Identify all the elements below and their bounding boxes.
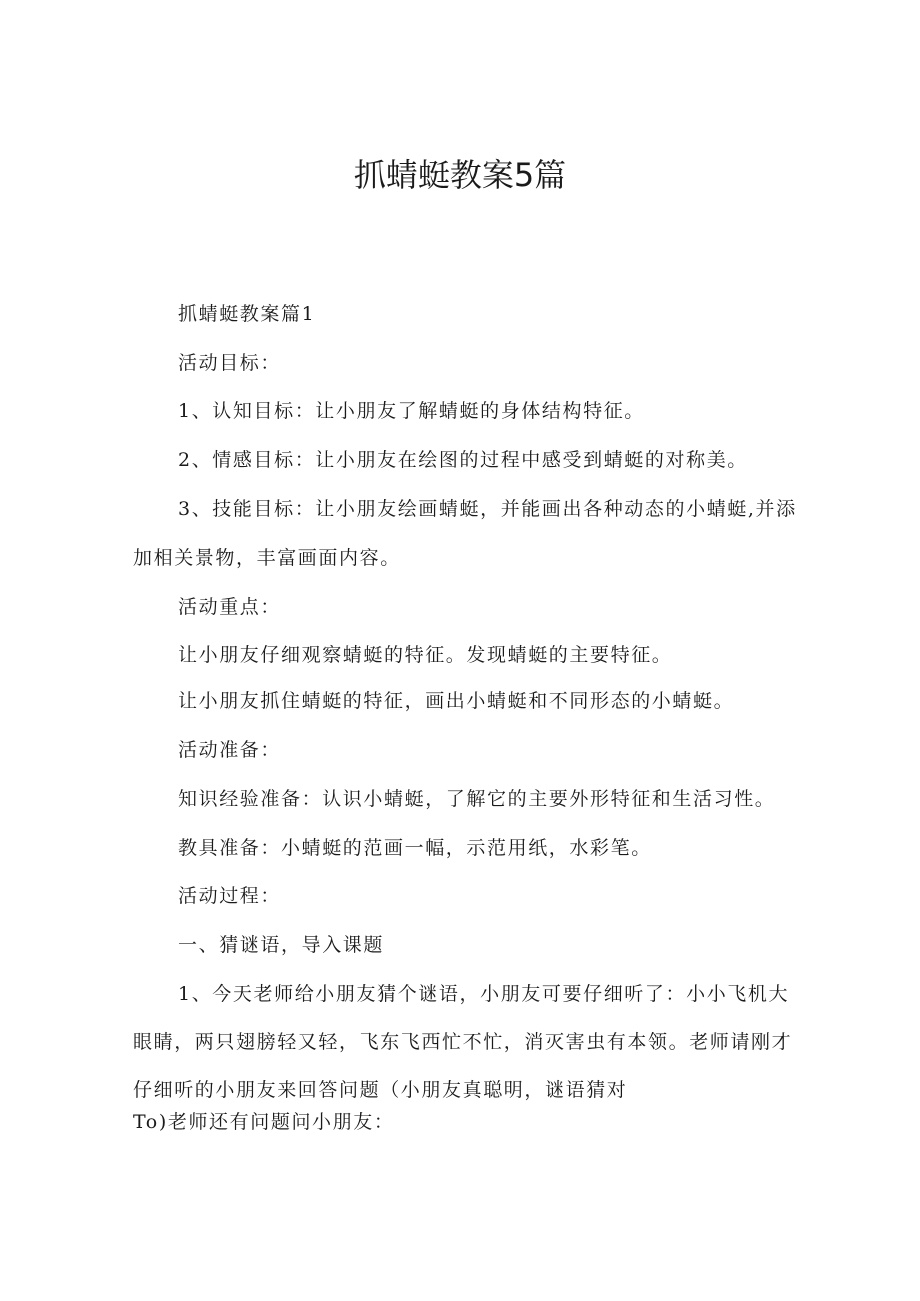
paragraph-line: 加相关景物，丰富画面内容。 xyxy=(133,547,401,569)
paragraph-line: 1、今天老师给小朋友猜个谜语，小朋友可要仔细听了：小小飞机大 xyxy=(178,983,790,1005)
paragraph-line: 活动重点： xyxy=(178,596,282,618)
paragraph-line: To)老师还有问题问小朋友： xyxy=(133,1111,395,1133)
paragraph-line: 仔细听的小朋友来回答问题（小朋友真聪明，谜语猜对 xyxy=(133,1079,628,1101)
paragraph-line: 活动过程： xyxy=(178,885,282,907)
paragraph-line: 教具准备：小蜻蜓的范画一幅，示范用纸，水彩笔。 xyxy=(178,837,652,859)
paragraph-line: 1、认知目标：让小朋友了解蜻蜓的身体结构特征。 xyxy=(178,400,645,422)
paragraph-line: 让小朋友仔细观察蜻蜓的特征。发现蜻蜓的主要特征。 xyxy=(178,644,673,666)
document-title: 抓蜻蜓教案5篇 xyxy=(353,156,567,194)
paragraph-line: 3、技能目标：让小朋友绘画蜻蜓，并能画出各种动态的小蜻蜓,并添 xyxy=(178,498,797,520)
section-heading: 抓蜻蜓教案篇1 xyxy=(178,303,316,325)
paragraph-line: 活动目标： xyxy=(178,352,282,374)
paragraph-line: 眼睛，两只翅膀轻又轻，飞东飞西忙不忙，消灭害虫有本领。老师请刚才 xyxy=(133,1031,793,1053)
paragraph-line: 知识经验准备：认识小蜻蜓，了解它的主要外形特征和生活习性。 xyxy=(178,788,776,810)
paragraph-line: 让小朋友抓住蜻蜓的特征，画出小蜻蜓和不同形态的小蜻蜓。 xyxy=(178,690,735,712)
paragraph-line: 2、情感目标：让小朋友在绘图的过程中感受到蜻蜓的对称美。 xyxy=(178,449,748,471)
paragraph-line: 活动准备： xyxy=(178,739,282,761)
paragraph-line: 一、猜谜语，导入课题 xyxy=(178,934,385,956)
